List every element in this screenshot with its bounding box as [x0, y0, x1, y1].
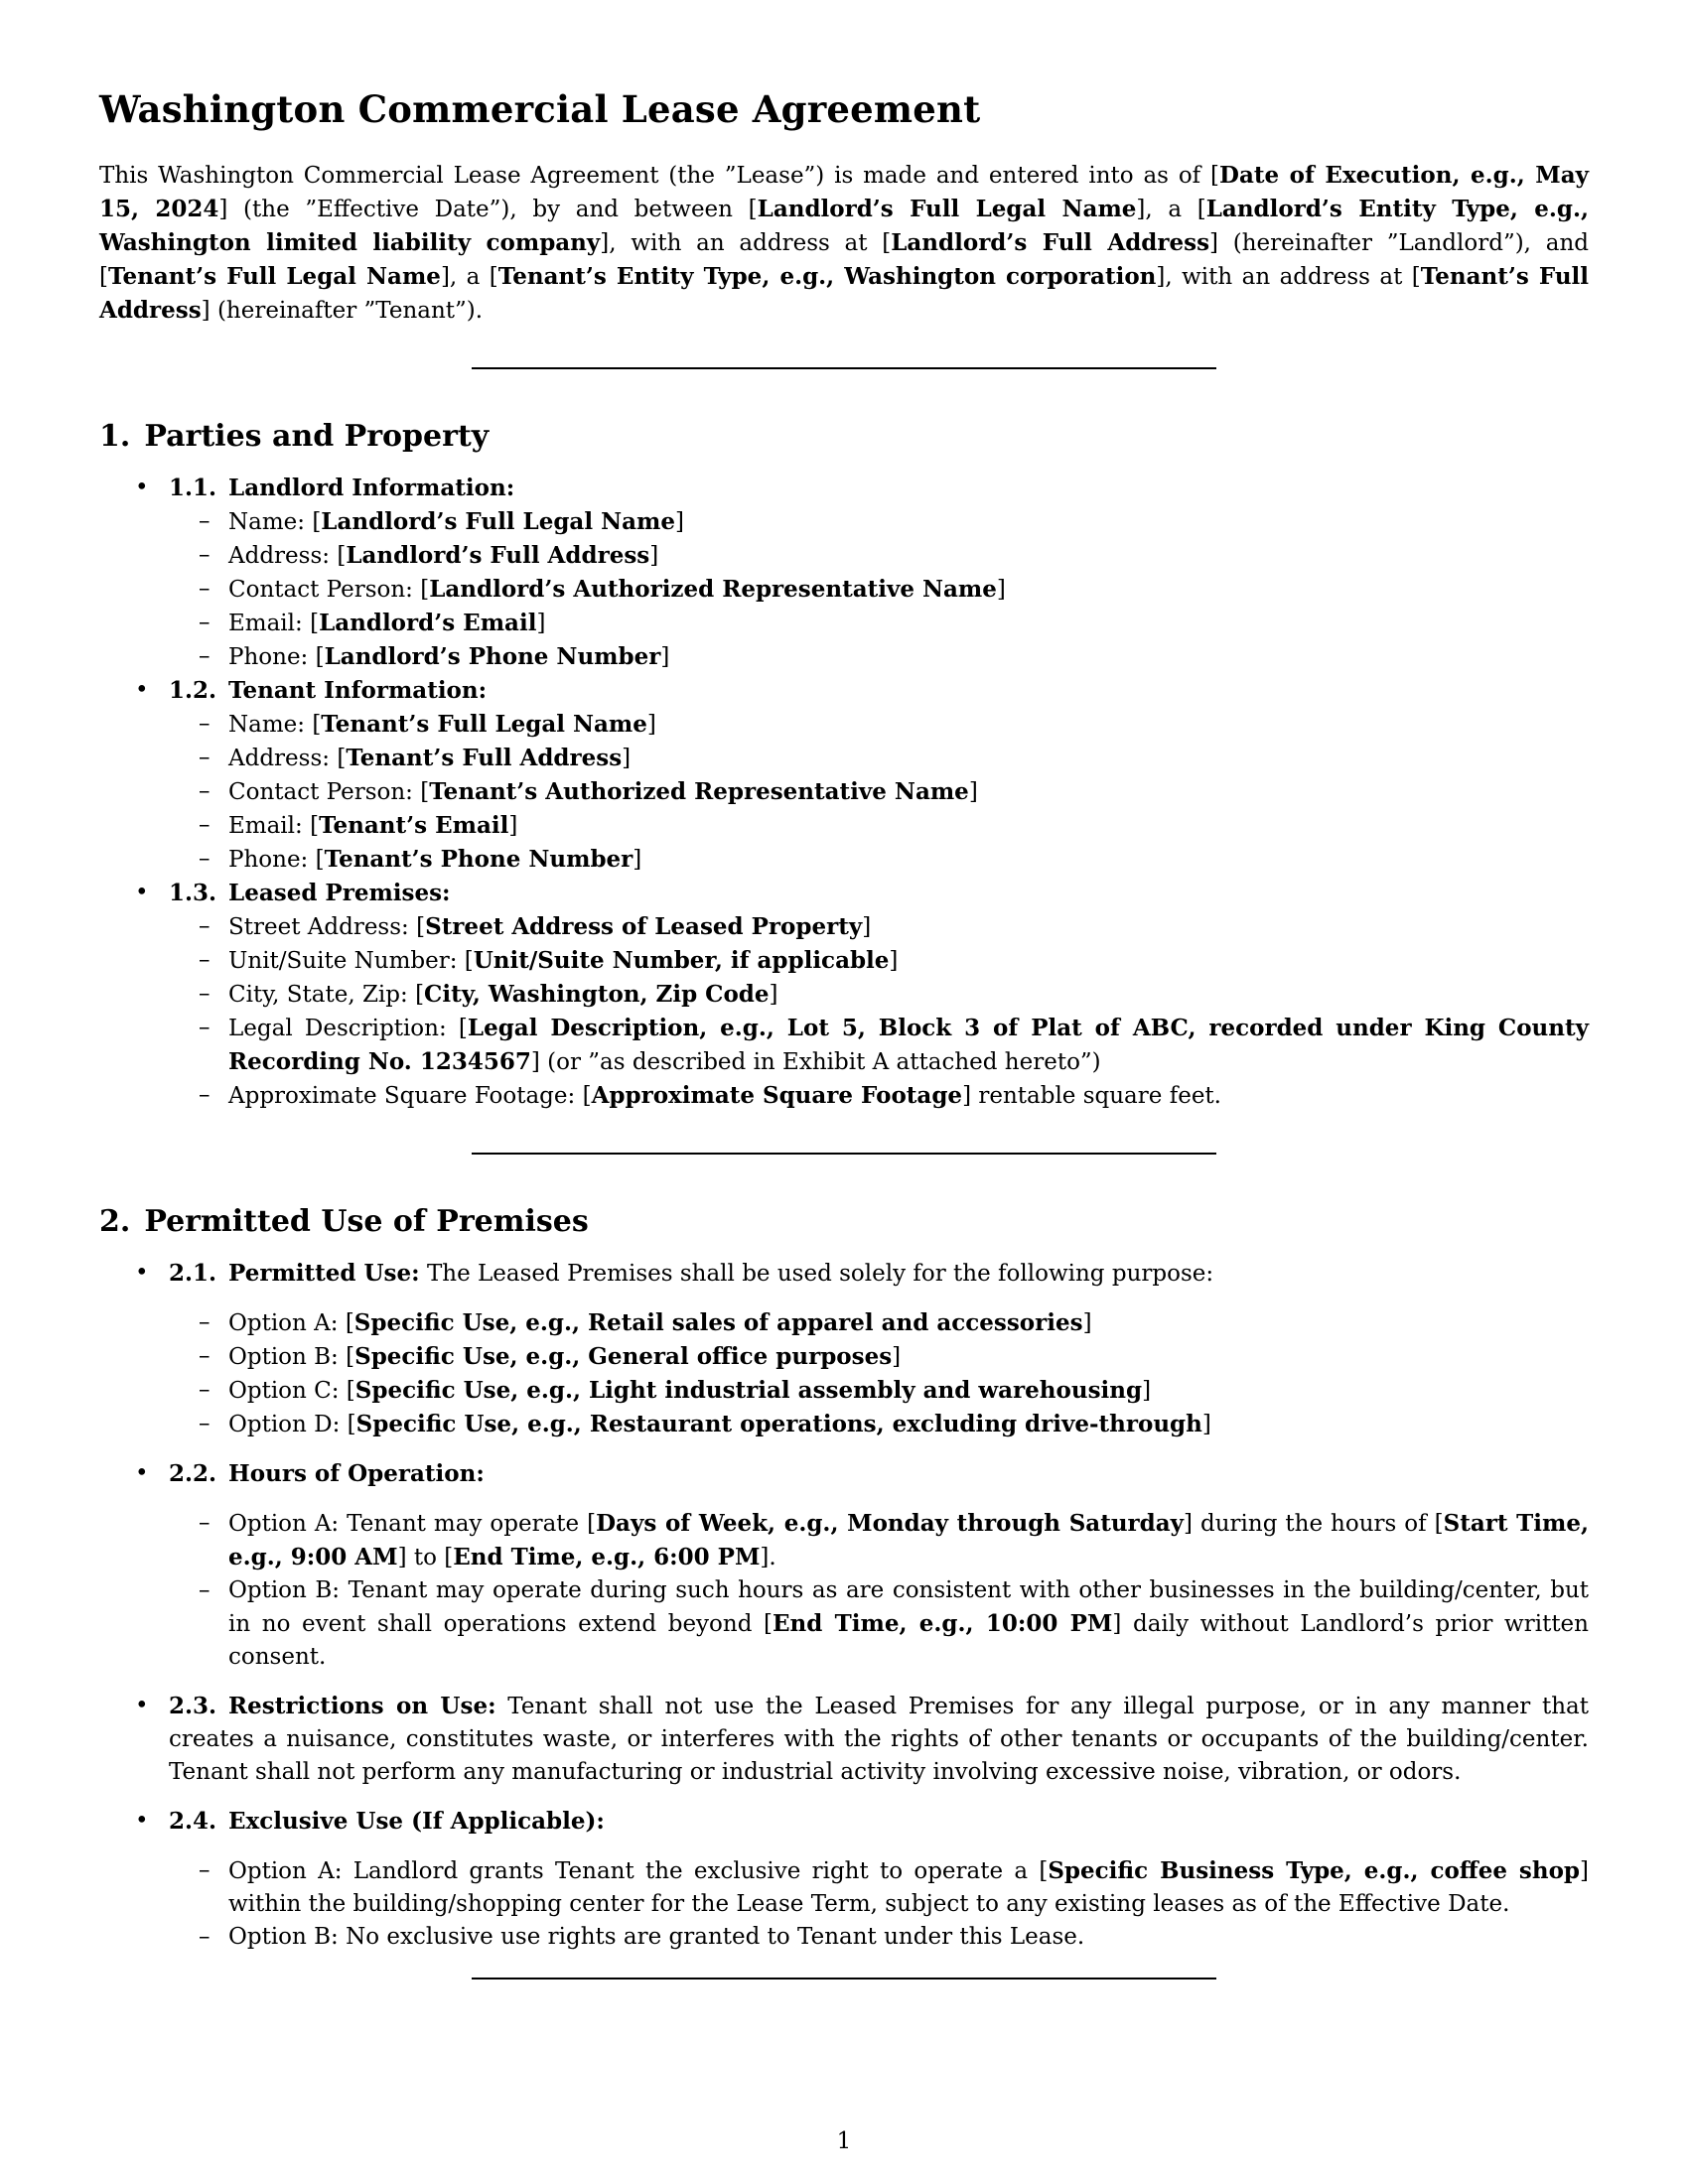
sub-item: [169, 1921, 1589, 1954]
placeholder-field: Landlord’s Full Address: [891, 229, 1210, 256]
text-run: ]: [646, 712, 656, 738]
clause-line: [169, 1805, 1589, 1839]
text-run: Address: [: [228, 543, 347, 569]
sub-item: [169, 742, 1589, 775]
clause-item: [99, 1257, 1589, 1441]
sub-item: [169, 1574, 1589, 1674]
clause-title: Leased Premises:: [228, 880, 451, 906]
text-run: ]: [649, 543, 659, 569]
clause-sub-list: [169, 505, 1589, 674]
section-divider: [472, 1153, 1216, 1155]
section-items: [99, 472, 1589, 1113]
placeholder-field: City, Washington, Zip Code: [424, 981, 770, 1008]
sub-item: [169, 505, 1589, 539]
text-run: ]: [674, 509, 684, 535]
clause-title: Exclusive Use (If Applicable):: [228, 1808, 605, 1835]
text-run: ] (the ”Effective Date”), by and between [: [218, 197, 758, 222]
text-run: ].: [760, 1545, 776, 1570]
clause-sub-list: [169, 1507, 1589, 1674]
placeholder-field: Unit/Suite Number, if applicable: [473, 947, 890, 974]
placeholder-field: Tenant’s Phone Number: [324, 846, 633, 873]
clause-line: [169, 1690, 1589, 1789]
text-run: Option D: [: [228, 1412, 356, 1437]
text-run: ], with an address at [: [1156, 264, 1421, 290]
placeholder-field: Start Time, e.g., 9:00 AM: [228, 1510, 1590, 1570]
text-run: Option B: Tenant may operate during such hours as are consistent with other businesses in the building/center, but in no event shall operations extend beyond [: [228, 1577, 1589, 1637]
sub-item: [169, 1340, 1589, 1374]
placeholder-field: Specific Use, e.g., Restaurant operations, excluding drive-through: [355, 1411, 1202, 1437]
text-run: Name: [: [228, 712, 322, 738]
sub-item: [169, 708, 1589, 742]
text-run: Option B: [: [228, 1344, 355, 1370]
text-run: Legal Description: [: [228, 1016, 468, 1041]
placeholder-field: Landlord’s Full Legal Name: [321, 508, 675, 535]
text-run: Email: [: [228, 611, 320, 636]
clause-number: 2.2.: [169, 1460, 217, 1487]
clause-title: Hours of Operation:: [228, 1460, 485, 1487]
placeholder-field: Street Address of Leased Property: [425, 913, 863, 940]
document-title: Washington Commercial Lease Agreement: [99, 87, 981, 131]
clause-number: 1.2.: [169, 677, 217, 704]
clause-heading: [169, 1460, 485, 1487]
text-run: ] daily without Landlord’s prior written consent.: [228, 1611, 1589, 1670]
sub-item: [169, 1507, 1589, 1574]
clause-number: 1.3.: [169, 880, 217, 906]
text-run: Contact Person: [: [228, 779, 430, 805]
text-run: Name: [: [228, 509, 322, 535]
text-run: ]: [1082, 1310, 1092, 1336]
section-permitted-use: [99, 1204, 1589, 1954]
clause-text: The Leased Premises shall be used solely for the following purpose:: [426, 1261, 1214, 1287]
sub-item: [169, 809, 1589, 843]
sub-item: [169, 1079, 1589, 1113]
text-run: ] (hereinafter ”Tenant”).: [201, 298, 484, 324]
clause-text: Tenant shall not use the Leased Premises for any illegal purpose, or in any manner that creates a nuisance, constitutes waste, or interferes with the rights of other tenants or occupants of the building/center. Tenant shall not perform any manufacturing or industrial activity involving excessive noise, vibration, or odors.: [169, 1694, 1590, 1785]
placeholder-field: Tenant’s Email: [319, 812, 509, 839]
clause-number: 2.1.: [169, 1260, 217, 1287]
placeholder-field: Specific Use, e.g., Retail sales of apparel and accessories: [353, 1309, 1083, 1336]
placeholder-field: Landlord’s Phone Number: [324, 643, 661, 670]
clause-number: 2.3.: [169, 1693, 217, 1719]
clause-line: [169, 1457, 1589, 1491]
placeholder-field: Specific Business Type, e.g., coffee shop: [1048, 1857, 1581, 1884]
section-parties-and-property: [99, 419, 1589, 1113]
text-run: ]: [536, 611, 546, 636]
text-run: ]: [996, 577, 1006, 603]
text-run: Email: [: [228, 813, 320, 839]
text-run: Option B: No exclusive use rights are granted to Tenant under this Lease.: [228, 1924, 1085, 1950]
placeholder-field: Tenant’s Entity Type, e.g., Washington corporation: [497, 263, 1157, 290]
sub-item: [169, 978, 1589, 1012]
clause-heading: [169, 1808, 605, 1835]
page-number: 1: [836, 2128, 852, 2154]
sub-item: [169, 1374, 1589, 1408]
text-run: ]: [633, 847, 642, 873]
text-run: Street Address: [: [228, 914, 426, 940]
clause-title: Restrictions on Use:: [228, 1693, 496, 1719]
text-run: ]: [892, 1344, 902, 1370]
text-run: ] (or ”as described in Exhibit A attached hereto”): [530, 1049, 1101, 1075]
text-run: ], with an address at [: [600, 230, 892, 256]
text-run: ], a [: [440, 264, 498, 290]
placeholder-field: Landlord’s Full Legal Name: [757, 196, 1137, 222]
section-heading: 2. Permitted Use of Premises: [99, 1204, 589, 1239]
clause-item: [99, 877, 1589, 1113]
placeholder-field: Legal Description, e.g., Lot 5, Block 3 of Plat of ABC, recorded under King County Recording No. 1234567: [228, 1015, 1589, 1075]
clause-line: [169, 674, 1589, 708]
text-run: Phone: [: [228, 847, 325, 873]
clause-heading: [169, 1693, 496, 1719]
placeholder-field: Specific Use, e.g., Light industrial assembly and warehousing: [354, 1377, 1143, 1404]
clause-title: Tenant Information:: [228, 677, 488, 704]
clause-line: [169, 472, 1589, 505]
clause-heading: [169, 475, 514, 501]
clause-number: 1.1.: [169, 475, 217, 501]
text-run: ] to [: [397, 1545, 454, 1570]
text-run: Option A: [: [228, 1310, 354, 1336]
clause-item: [99, 674, 1589, 877]
text-run: ]: [660, 644, 670, 670]
text-run: Address: [: [228, 746, 347, 771]
text-run: ] during the hours of [: [1184, 1511, 1444, 1537]
placeholder-field: Landlord’s Full Address: [346, 542, 650, 569]
placeholder-field: Days of Week, e.g., Monday through Saturday: [596, 1510, 1185, 1537]
placeholder-field: Landlord’s Authorized Representative Name: [429, 576, 997, 603]
sub-item: [169, 910, 1589, 944]
section-heading: 1. Parties and Property: [99, 419, 490, 454]
placeholder-field: Date of Execution, e.g., May 15, 2024: [99, 162, 1589, 222]
clause-line: [169, 1257, 1589, 1291]
intro-paragraph: [99, 159, 1589, 328]
sub-item: [169, 573, 1589, 607]
clause-line: [169, 877, 1589, 910]
clause-sub-list: [169, 1854, 1589, 1954]
text-run: ]: [508, 813, 518, 839]
text-run: ]: [889, 948, 899, 974]
text-run: Contact Person: [: [228, 577, 430, 603]
text-run: ] rentable square feet.: [962, 1083, 1221, 1109]
text-run: ]: [769, 982, 778, 1008]
text-run: ]: [862, 914, 872, 940]
sub-item: [169, 1306, 1589, 1340]
clause-sub-list: [169, 1306, 1589, 1441]
placeholder-field: End Time, e.g., 10:00 PM: [773, 1610, 1113, 1637]
sub-item: [169, 640, 1589, 674]
text-run: ] within the building/shopping center for the Lease Term, subject to any existing leases as of the Effective Date.: [228, 1858, 1589, 1917]
clause-heading: [169, 880, 451, 906]
text-run: ]: [1142, 1378, 1152, 1404]
text-run: ] (hereinafter ”Landlord”), and [: [99, 230, 1589, 290]
placeholder-field: Tenant’s Full Address: [99, 263, 1590, 324]
placeholder-field: Tenant’s Full Address: [346, 745, 623, 771]
text-run: ]: [622, 746, 632, 771]
clause-item: [99, 1805, 1589, 1954]
sub-item: [169, 1012, 1589, 1079]
placeholder-field: Tenant’s Full Legal Name: [107, 263, 441, 290]
clause-heading: [169, 677, 487, 704]
placeholder-field: Specific Use, e.g., General office purposes: [354, 1343, 893, 1370]
text-run: ]: [968, 779, 978, 805]
clause-title: Landlord Information:: [228, 475, 515, 501]
text-run: Approximate Square Footage: [: [228, 1083, 592, 1109]
sub-item: [169, 1854, 1589, 1921]
clause-sub-list: [169, 910, 1589, 1113]
sub-item: [169, 539, 1589, 573]
text-run: Phone: [: [228, 644, 325, 670]
text-run: City, State, Zip: [: [228, 982, 425, 1008]
document-page: [99, 87, 1589, 1979]
text-run: Option A: Landlord grants Tenant the exclusive right to operate a [: [228, 1858, 1049, 1884]
text-run: Option C: [: [228, 1378, 355, 1404]
clause-sub-list: [169, 708, 1589, 877]
sub-item: [169, 944, 1589, 978]
placeholder-field: Tenant’s Full Legal Name: [321, 711, 647, 738]
clause-item: [99, 1457, 1589, 1674]
text-run: Unit/Suite Number: [: [228, 948, 474, 974]
clause-item: [99, 472, 1589, 674]
sub-item: [169, 607, 1589, 640]
placeholder-field: Landlord’s Email: [319, 610, 537, 636]
placeholder-field: End Time, e.g., 6:00 PM: [453, 1544, 761, 1570]
section-divider: [472, 367, 1216, 369]
sub-item: [169, 1408, 1589, 1441]
placeholder-field: Landlord’s Entity Type, e.g., Washington limited liability company: [99, 196, 1589, 256]
text-run: ]: [1201, 1412, 1211, 1437]
placeholder-field: Approximate Square Footage: [591, 1082, 963, 1109]
clause-title: Permitted Use:: [228, 1260, 420, 1287]
sub-item: [169, 843, 1589, 877]
clause-heading: [169, 1260, 420, 1287]
section-items: [99, 1257, 1589, 1954]
placeholder-field: Tenant’s Authorized Representative Name: [429, 778, 969, 805]
clause-item: [99, 1690, 1589, 1789]
text-run: This Washington Commercial Lease Agreement (the ”Lease”) is made and entered into as of [: [99, 163, 1219, 189]
sub-item: [169, 775, 1589, 809]
section-divider: [472, 1978, 1216, 1979]
text-run: ], a [: [1136, 197, 1206, 222]
clause-number: 2.4.: [169, 1808, 217, 1835]
text-run: Option A: Tenant may operate [: [228, 1511, 597, 1537]
